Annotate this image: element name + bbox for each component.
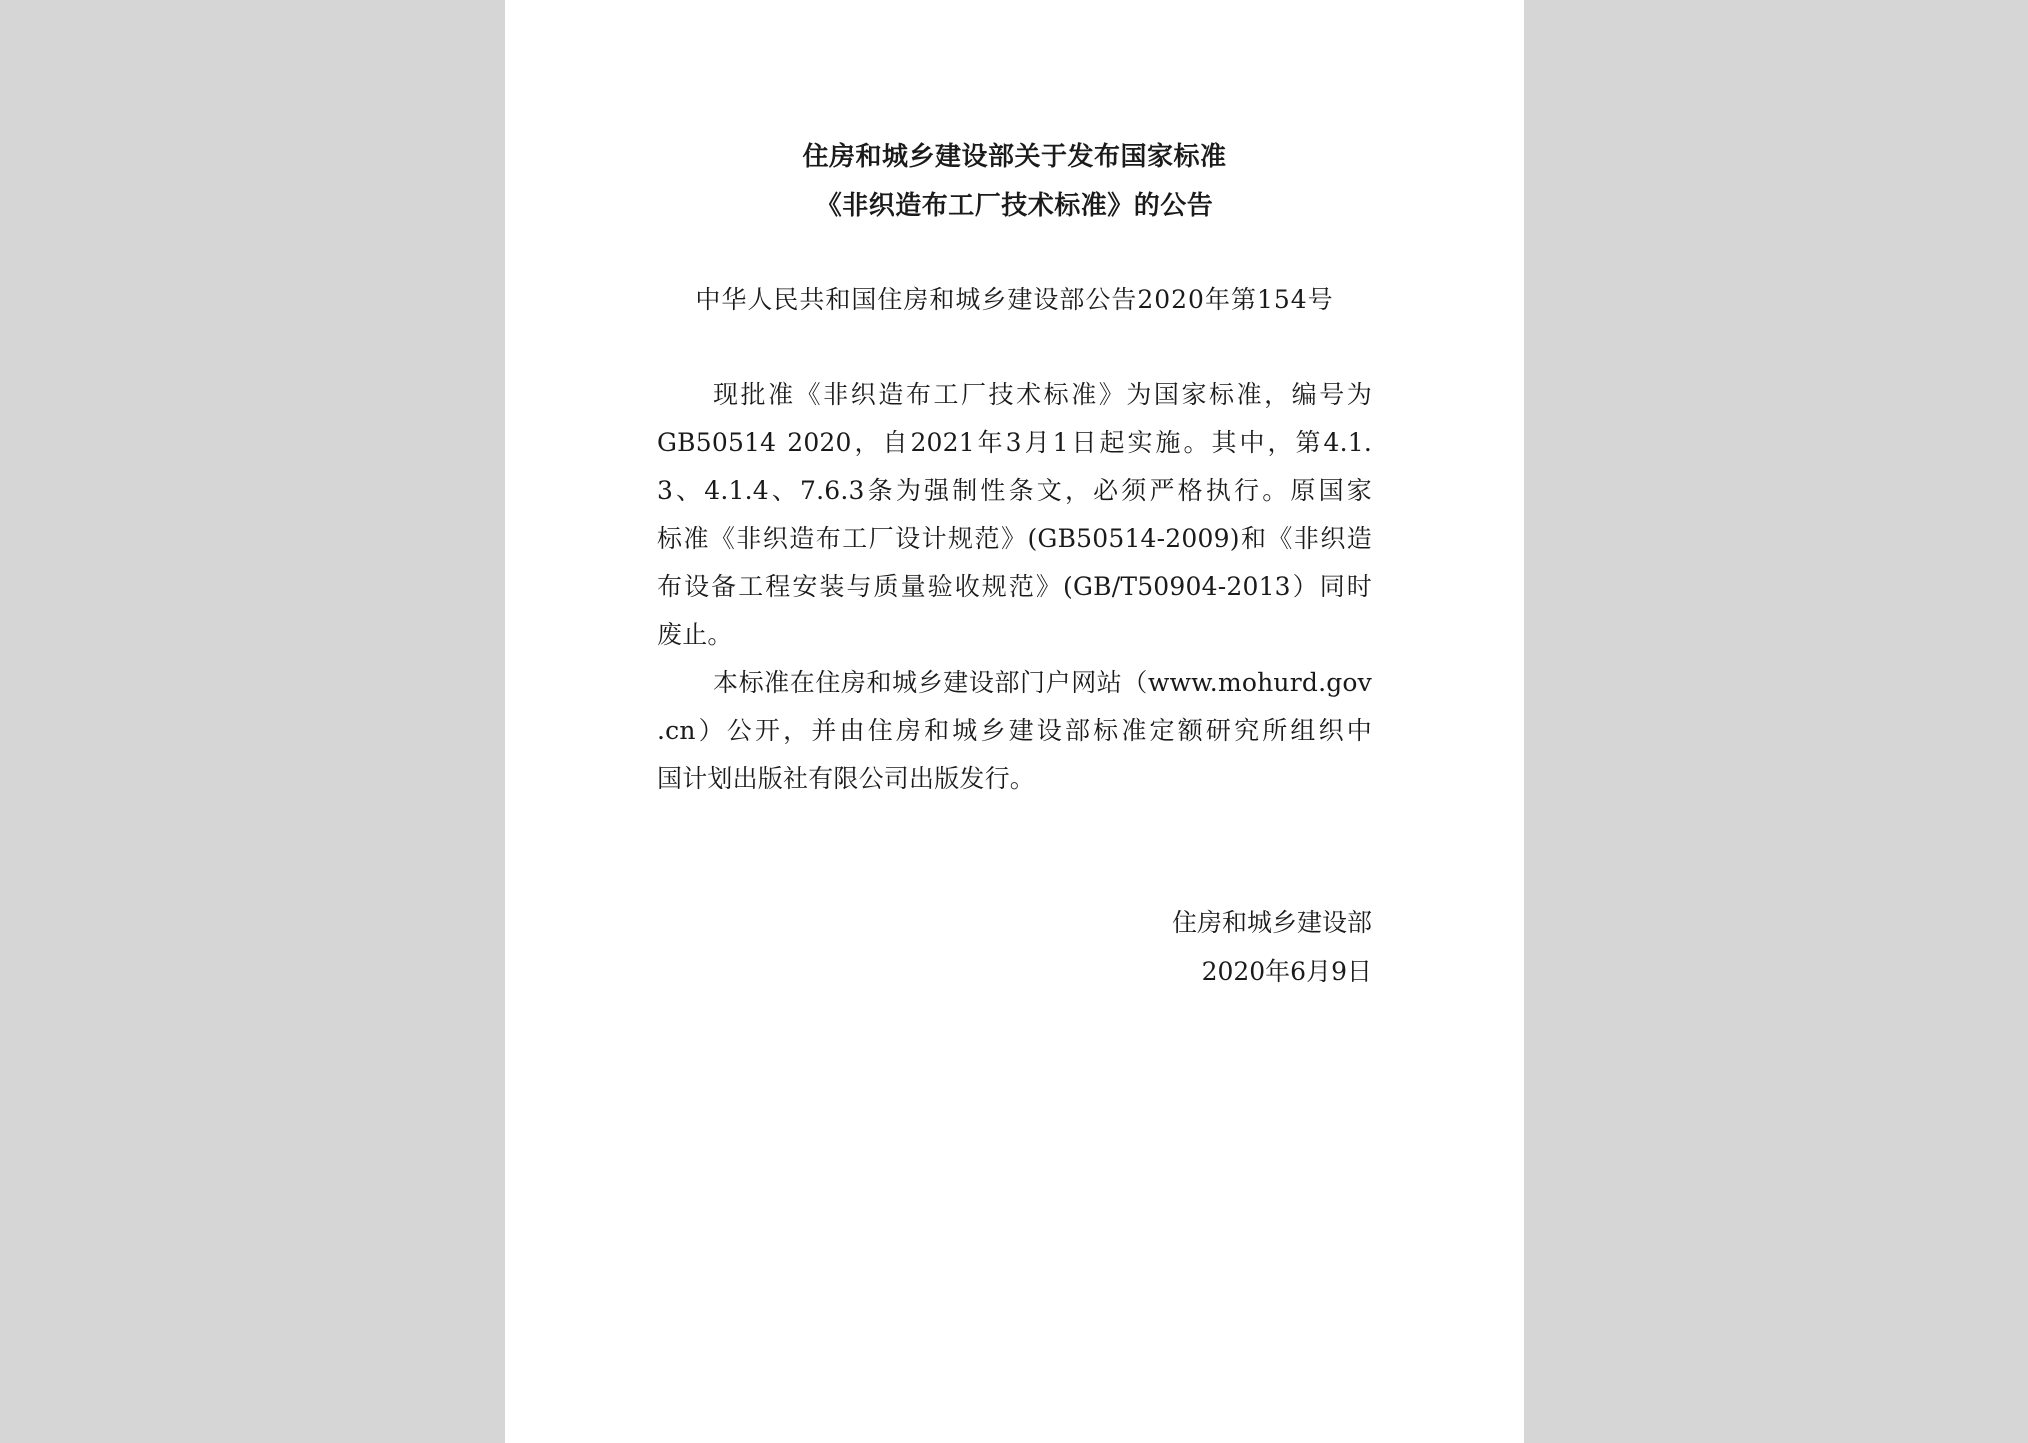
paragraph-1-line: 3、4.1.4、7.6.3条为强制性条文，必须严格执行。原国家	[657, 476, 1372, 505]
paragraph-1-line: 废止。	[657, 620, 733, 649]
paragraph-2-line: .cn）公开，并由住房和城乡建设部标准定额研究所组织中	[657, 716, 1372, 745]
paragraph-1-line: GB50514 2020，自2021年3月1日起实施。其中，第4.1.	[657, 428, 1372, 457]
paragraph-2-line: 本标准在住房和城乡建设部门户网站（www.mohurd.gov	[713, 668, 1372, 697]
paragraph-1-line: 现批准《非织造布工厂技术标准》为国家标准，编号为	[713, 380, 1372, 409]
document-title-line-1: 住房和城乡建设部关于发布国家标准	[802, 142, 1227, 172]
announcement-number: 中华人民共和国住房和城乡建设部公告2020年第154号	[695, 285, 1334, 314]
signature-date: 2020年6月9日	[1201, 957, 1372, 986]
paragraph-1-line: 标准《非织造布工厂设计规范》(GB50514-2009)和《非织造	[657, 524, 1372, 553]
signature-organization: 住房和城乡建设部	[1171, 908, 1372, 937]
paragraph-2-line: 国计划出版社有限公司出版发行。	[657, 764, 1036, 793]
paragraph-1-line: 布设备工程安装与质量验收规范》(GB/T50904-2013）同时	[657, 572, 1372, 601]
document-page	[505, 0, 1524, 1443]
document-title-line-2: 《非织造布工厂技术标准》的公告	[815, 191, 1214, 221]
